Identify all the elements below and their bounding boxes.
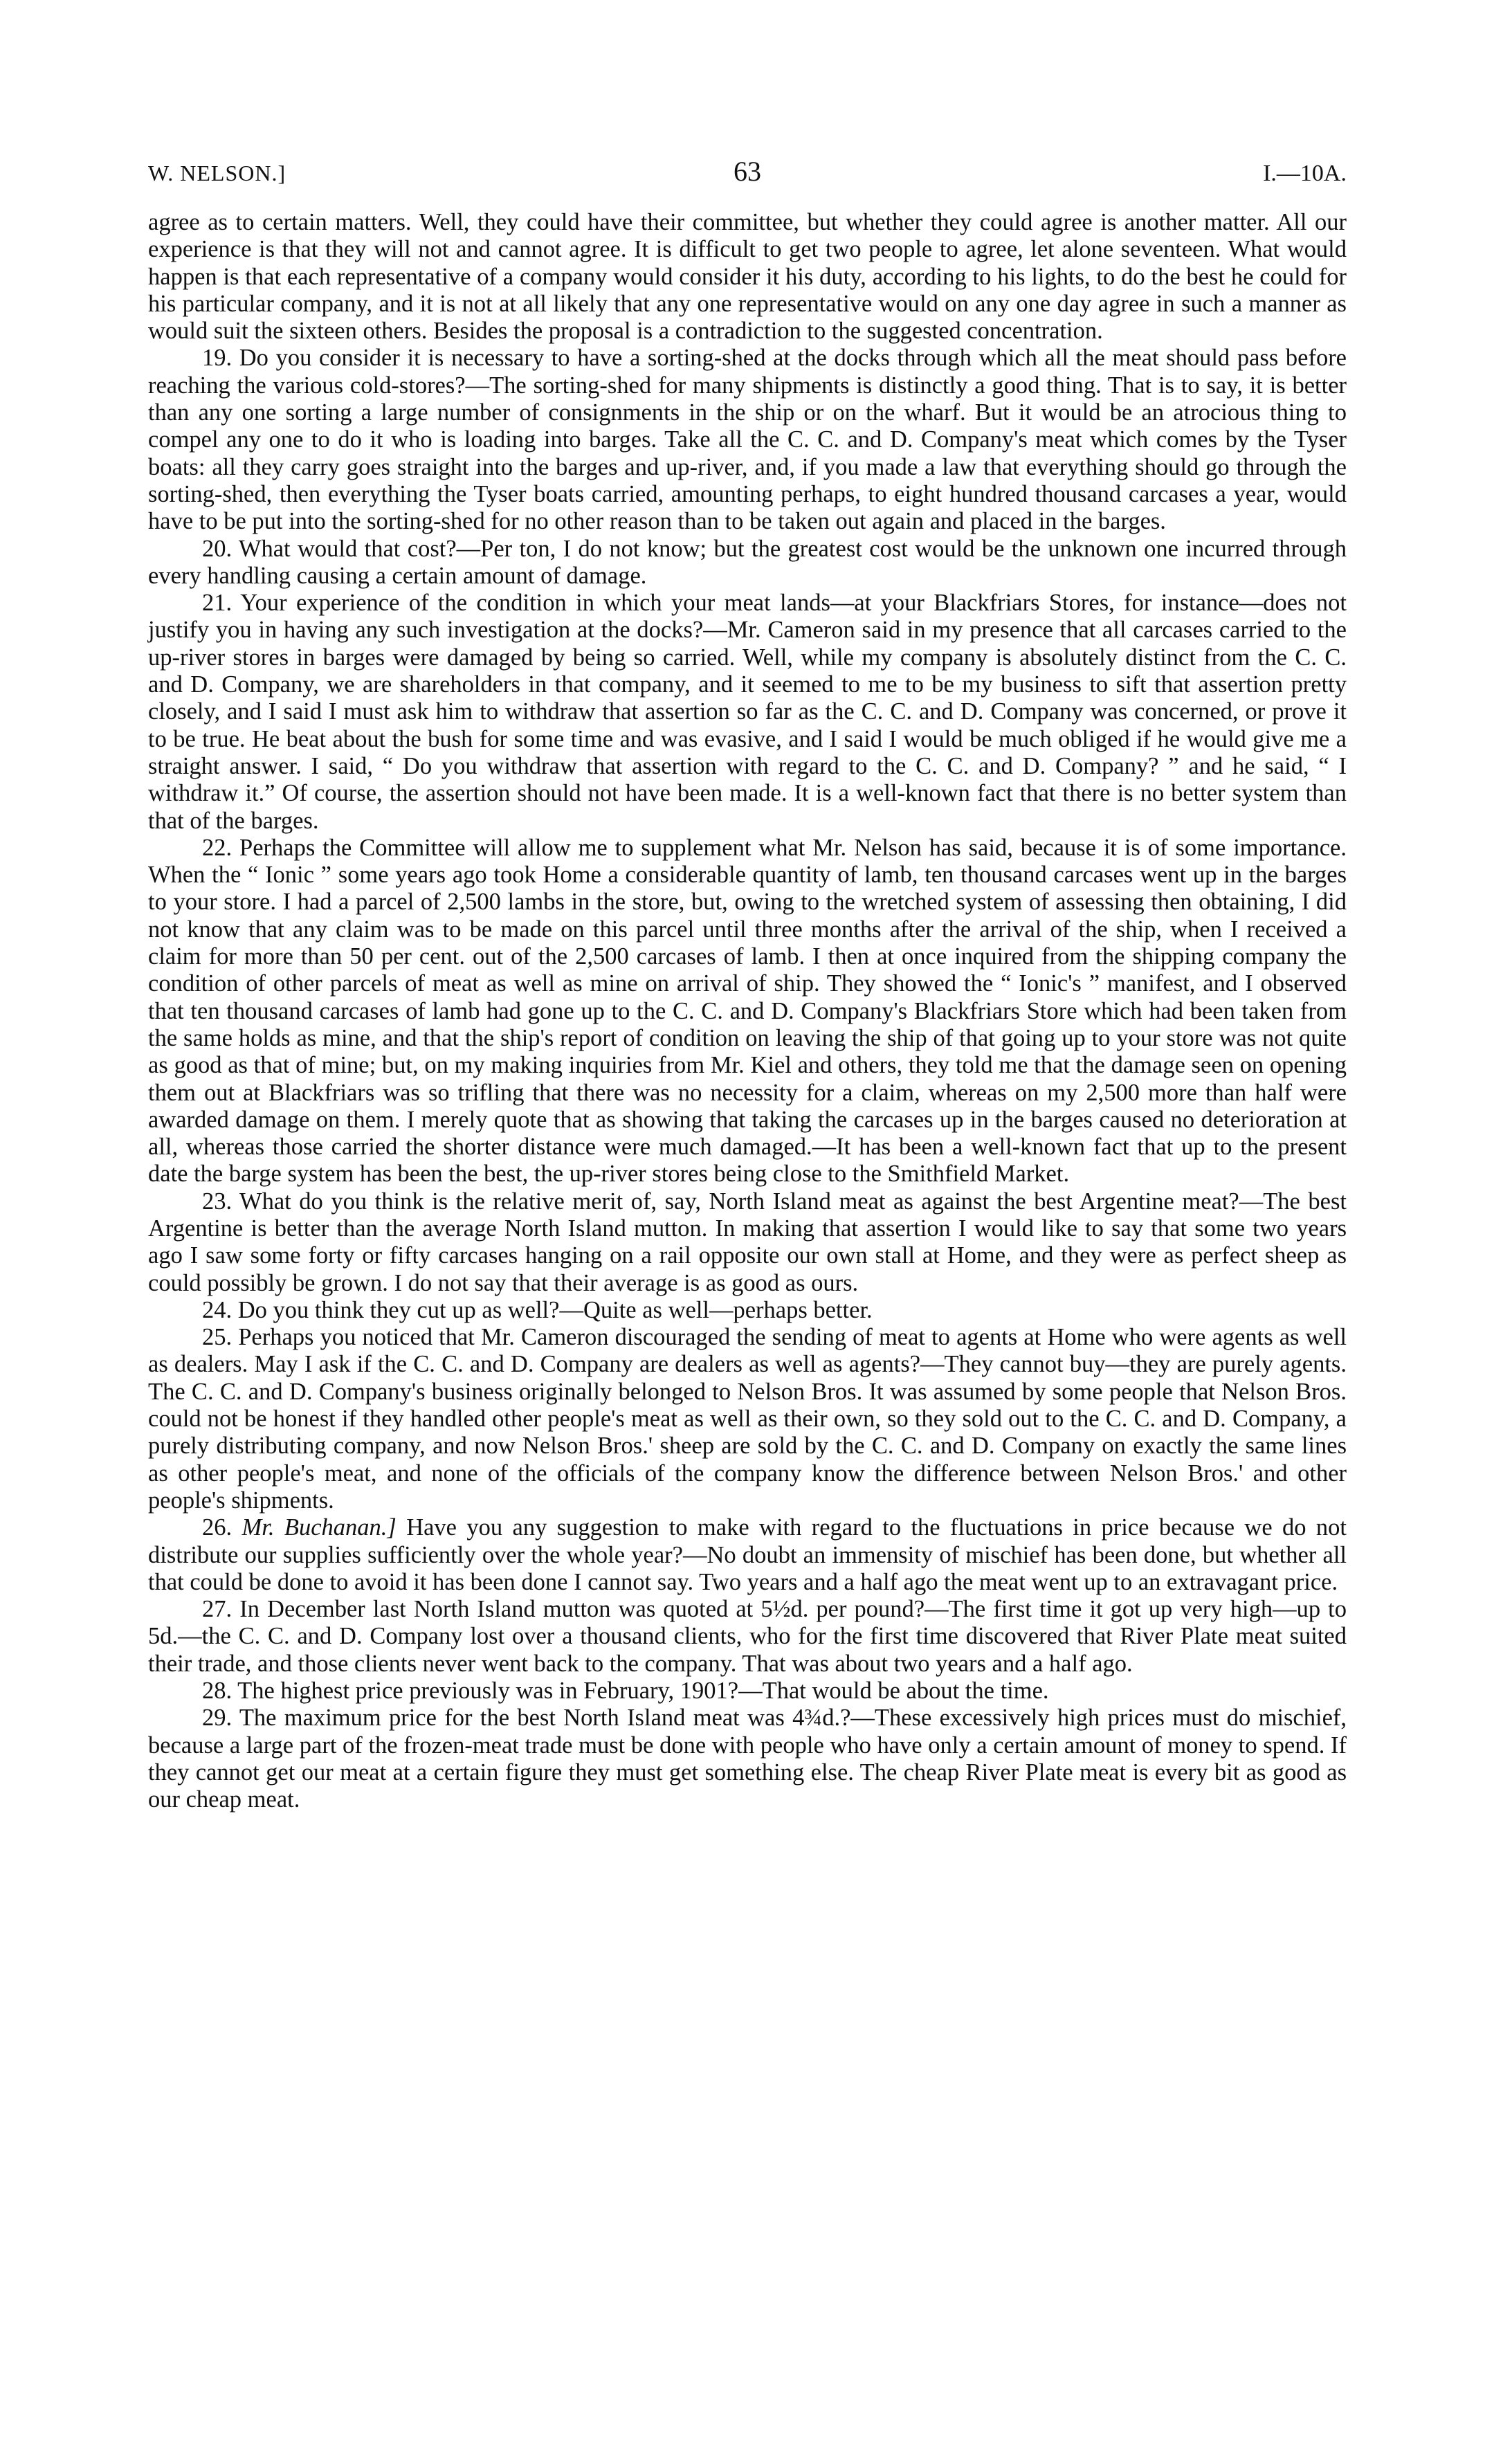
document-page: [148, 155, 1347, 1814]
question-26: [148, 1514, 1347, 1596]
page-number: 63: [734, 156, 761, 187]
page-header: [148, 155, 1347, 197]
question-number: 26.: [202, 1514, 242, 1541]
question-text: Have you any suggestion to make with regard to the fluctuations in price because we do not distribute our supplies sufficiently over the whole year?—No doubt an immensity of mischief has been done, but whether all that could be done to avoid it has been done I cannot say. Two years and a half ago the meat went up to an extravagant price.: [148, 1514, 1347, 1595]
question-27: 27. In December last North Island mutton was quoted at 5½d. per pound?—The first time it got up very high—up to 5d.—the C. C. and D. Company lost over a thousand clients, who for the first time discovered that River Plate meat suited their trade, and those clients never went back to the company. That was about two years and a half ago.: [148, 1596, 1347, 1677]
speaker-name: Mr. Buchanan.]: [242, 1514, 397, 1541]
question-19: 19. Do you consider it is necessary to have a sorting-shed at the docks through which all the meat should pass before reaching the various cold-stores?—The sorting-shed for many shipments is distinctly a good thing. That is to say, it is better than any one sorting a large number of consignments in the ship or on the wharf. But it would be an atrocious thing to compel any one to do it who is loading into barges. Take all the C. C. and D. Company's meat which comes by the Tyser boats: all they carry goes straight into the barges and up-river, and, if you made a law that everything should go through the sorting-shed, then everything the Tyser boats carried, amounting perhaps, to eight hundred thousand carcases a year, would have to be put into the sorting-shed for no other reason than to be taken out again and placed in the barges.: [148, 345, 1347, 535]
question-20: 20. What would that cost?—Per ton, I do not know; but the greatest cost would be the unknown one incurred through every handling causing a certain amount of damage.: [148, 535, 1347, 589]
question-28: 28. The highest price previously was in February, 1901?—That would be about the time.: [202, 1678, 1049, 1705]
question-29: 29. The maximum price for the best North Island meat was 4¾d.?—These excessively high prices must do mischief, because a large part of the frozen-meat trade must be done with people who have only a certain amount of money to spend. If they cannot get our meat at a certain figure they must get something else. The cheap River Plate meat is every bit as good as our cheap meat.: [148, 1705, 1347, 1813]
header-witness: W. NELSON.]: [148, 161, 286, 185]
question-21: 21. Your experience of the condition in which your meat lands—at your Blackfriars Stores, for instance—does not justify you in having any such investigation at the docks?—Mr. Cameron said in my presence that all carcases carried to the up-river stores in barges were damaged by being so carried. Well, while my company is absolutely distinct from the C. C. and D. Company, we are shareholders in that company, and it seemed to me to be my business to sift that assertion pretty closely, and I said I must ask him to withdraw that assertion so far as the C. C. and D. Company was concerned, or prove it to be true. He beat about the bush for some time and was evasive, and I said I would be much obliged if he would give me a straight answer. I said, “ Do you withdraw that assertion with regard to the C. C. and D. Company? ” and he said, “ I withdraw it.” Of course, the assertion should not have been made. It is a well-known fact that there is no better system than that of the barges.: [148, 590, 1347, 834]
question-25: 25. Perhaps you noticed that Mr. Cameron discouraged the sending of meat to agents at Home who were agents as well as dealers. May I ask if the C. C. and D. Company are dealers as well as agents?—They cannot buy—they are purely agents. The C. C. and D. Company's business originally belonged to Nelson Bros. It was assumed by some people that Nelson Bros. could not be honest if they handled other people's meat as well as their own, so they sold out to the C. C. and D. Company, a purely distributing company, and now Nelson Bros.' sheep are sold by the C. C. and D. Company on exactly the same lines as other people's meat, and none of the officials of the company know the difference between Nelson Bros.' and other people's shipments.: [148, 1324, 1347, 1514]
question-24: 24. Do you think they cut up as well?—Quite as well—perhaps better.: [202, 1296, 873, 1323]
document-body: [148, 209, 1347, 1814]
paper-reference: I.—10A.: [1263, 161, 1347, 186]
question-23: 23. What do you think is the relative merit of, say, North Island meat as against the best Argentine meat?—The best Argentine is better than the average North Island mutton. In making that assertion I would like to say that some two years ago I saw some forty or fifty carcases hanging on a rail opposite our own stall at Home, and they were as perfect sheep as could possibly be grown. I do not say that their average is as good as ours.: [148, 1188, 1347, 1296]
paragraph-continuation: agree as to certain matters. Well, they could have their committee, but whether they could agree is another matter. All our experience is that they will not and cannot agree. It is difficult to get two people to agree, let alone seventeen. What would happen is that each representative of a company would consider it his duty, according to his lights, to do the best he could for his particular company, and it is not at all likely that any one representative would on any one day agree in such a manner as would suit the sixteen others. Besides the proposal is a contradiction to the suggested concentration.: [148, 209, 1347, 345]
question-22: 22. Perhaps the Committee will allow me to supplement what Mr. Nelson has said, because it is of some importance. When the “ Ionic ” some years ago took Home a considerable quantity of lamb, ten thousand carcases went up in the barges to your store. I had a parcel of 2,500 lambs in the store, but, owing to the wretched system of assessing then obtaining, I did not know that any claim was to be made on this parcel until three months after the arrival of the ship, when I received a claim for more than 50 per cent. out of the 2,500 carcases of lamb. I then at once inquired from the shipping company the condition of other parcels of meat as well as mine on arrival of ship. They showed the “ Ionic's ” manifest, and I observed that ten thousand carcases of lamb had gone up to the C. C. and D. Company's Blackfriars Store which had been taken from the same holds as mine, and that the ship's report of condition on leaving the ship of that going up to your store was not quite as good as that of mine; but, on my making inquiries from Mr. Kiel and others, they told me that the damage seen on opening them out at Blackfriars was so trifling that there was no necessity for a claim, whereas on my 2,500 more than half were awarded damage on them. I merely quote that as showing that taking the carcases up in the barges caused no deterioration at all, whereas those carried the shorter distance were much damaged.—It has been a well-known fact that up to the present date the barge system has been the best, the up-river stores being close to the Smithfield Market.: [148, 834, 1347, 1188]
